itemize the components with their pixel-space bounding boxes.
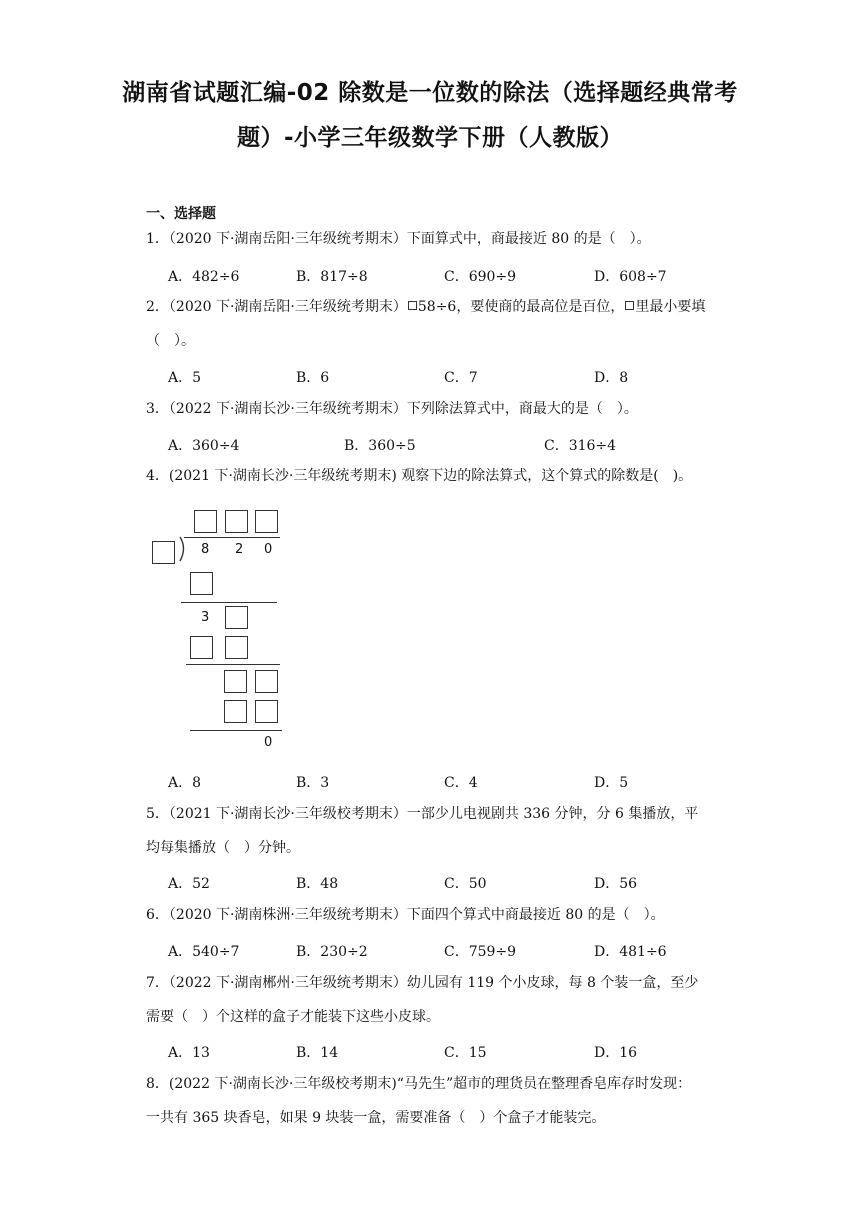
digit-box [225, 636, 248, 659]
question-3-text: 3．（2022 下·湖南长沙·三年级统考期末）下列除法算式中，商最大的是（ ）。 [146, 401, 638, 417]
option-b[interactable]: B．48 [296, 876, 339, 892]
option-d[interactable]: D．481÷6 [594, 944, 667, 960]
option-c[interactable]: C．759÷9 [444, 944, 517, 960]
digit-box [190, 572, 213, 595]
question-4-options [168, 772, 728, 792]
question-4 [146, 459, 726, 493]
question-6 [146, 898, 726, 932]
option-c[interactable]: C．7 [444, 370, 478, 386]
division-bracket-icon [178, 536, 188, 562]
long-division-figure [148, 506, 288, 756]
option-c[interactable]: C．316÷4 [544, 438, 617, 454]
division-line [190, 730, 282, 731]
section-heading: 一、选择题 [146, 206, 216, 222]
option-d[interactable]: D．8 [594, 370, 629, 386]
question-7-text-line-1: 7．（2022 下·湖南郴州·三年级统考期末）幼儿园有 119 个小皮球，每 8 个装一盒，至少 [146, 975, 699, 991]
option-a[interactable]: A．52 [168, 876, 210, 892]
option-a[interactable]: A．13 [168, 1045, 210, 1061]
question-5-text-line-2: 均每集播放（ ）分钟。 [146, 840, 300, 856]
question-1-text: 1．（2020 下·湖南岳阳·三年级统考期末）下面算式中，商最接近 80 的是（ ）。 [146, 231, 651, 247]
option-b[interactable]: B．14 [296, 1045, 339, 1061]
question-8-text-line-1: 8．(2022 下·湖南长沙·三年级校考期末)“马先生”超市的理货员在整理香皂库存时发现： [146, 1076, 692, 1092]
option-d[interactable]: D．5 [594, 775, 629, 791]
quotient-digit-box [225, 510, 248, 533]
question-1-options [168, 266, 728, 286]
question-4-text: 4．(2021 下·湖南长沙·三年级统考期末) 观察下边的除法算式，这个算式的除数是( )。 [146, 468, 693, 484]
remainder-digit: 3 [201, 610, 210, 625]
question-6-options [168, 941, 728, 961]
option-c[interactable]: C．4 [444, 775, 478, 791]
question-5 [146, 797, 726, 865]
division-line [186, 664, 280, 665]
digit-box [190, 636, 213, 659]
digit-box [225, 606, 248, 629]
question-5-text-line-1: 5．（2021 下·湖南长沙·三年级校考期末）一部少儿电视剧共 336 分钟，分 6 集播放，平 [146, 806, 699, 822]
question-2-text-line-2: （ ）。 [146, 333, 195, 349]
option-d[interactable]: D．56 [594, 876, 638, 892]
question-2-stem: 58÷6，要使商的最高位是百位， [417, 299, 625, 315]
digit-box [255, 700, 278, 723]
question-2-options [168, 367, 728, 387]
option-c[interactable]: C．690÷9 [444, 269, 517, 285]
option-d[interactable]: D．608÷7 [594, 269, 667, 285]
division-bar [184, 537, 280, 538]
document-title-line-1: 湖南省试题汇编-02 除数是一位数的除法（选择题经典常考 [122, 80, 738, 106]
question-1 [146, 222, 726, 256]
option-b[interactable]: B．360÷5 [344, 438, 416, 454]
question-5-options [168, 873, 728, 893]
question-2 [146, 290, 726, 358]
question-8-text-line-2: 一共有 365 块香皂，如果 9 块装一盒，需要准备（ ）个盒子才能装完。 [146, 1110, 606, 1126]
blank-box-icon [408, 301, 417, 310]
question-3-options [168, 435, 728, 455]
digit-box [255, 670, 278, 693]
question-2-source: 2．（2020 下·湖南岳阳·三年级统考期末） [146, 299, 407, 315]
option-b[interactable]: B．230÷2 [296, 944, 368, 960]
option-b[interactable]: B．3 [296, 775, 330, 791]
option-a[interactable]: A．5 [168, 370, 202, 386]
option-a[interactable]: A．482÷6 [168, 269, 240, 285]
option-d[interactable]: D．16 [594, 1045, 638, 1061]
dividend-digit: 8 [201, 542, 210, 557]
option-c[interactable]: C．15 [444, 1045, 487, 1061]
quotient-digit-box [194, 510, 217, 533]
digit-box [224, 700, 247, 723]
quotient-digit-box [255, 510, 278, 533]
dividend-digit: 2 [235, 542, 244, 557]
question-8 [146, 1067, 726, 1135]
digit-box [224, 670, 247, 693]
question-2-text-line-1 [146, 290, 726, 324]
document-title-line-2: 题）-小学三年级数学下册（人教版） [236, 125, 624, 151]
question-7-text-line-2: 需要（ ）个这样的盒子才能装下这些小皮球。 [146, 1009, 440, 1025]
option-c[interactable]: C．50 [444, 876, 487, 892]
final-remainder: 0 [264, 735, 273, 750]
option-b[interactable]: B．6 [296, 370, 330, 386]
blank-box-icon [625, 301, 634, 310]
option-a[interactable]: A．8 [168, 775, 202, 791]
question-7 [146, 966, 726, 1034]
question-6-text: 6．（2020 下·湖南株洲·三年级统考期末）下面四个算式中商最接近 80 的是（ ）。 [146, 907, 665, 923]
option-a[interactable]: A．540÷7 [168, 944, 240, 960]
question-3 [146, 392, 726, 426]
division-line [181, 602, 277, 603]
question-7-options [168, 1042, 728, 1062]
option-b[interactable]: B．817÷8 [296, 269, 368, 285]
dividend-digit: 0 [264, 542, 273, 557]
question-2-stem-end: 里最小要填 [635, 299, 706, 315]
option-a[interactable]: A．360÷4 [168, 438, 240, 454]
divisor-box [152, 541, 175, 564]
